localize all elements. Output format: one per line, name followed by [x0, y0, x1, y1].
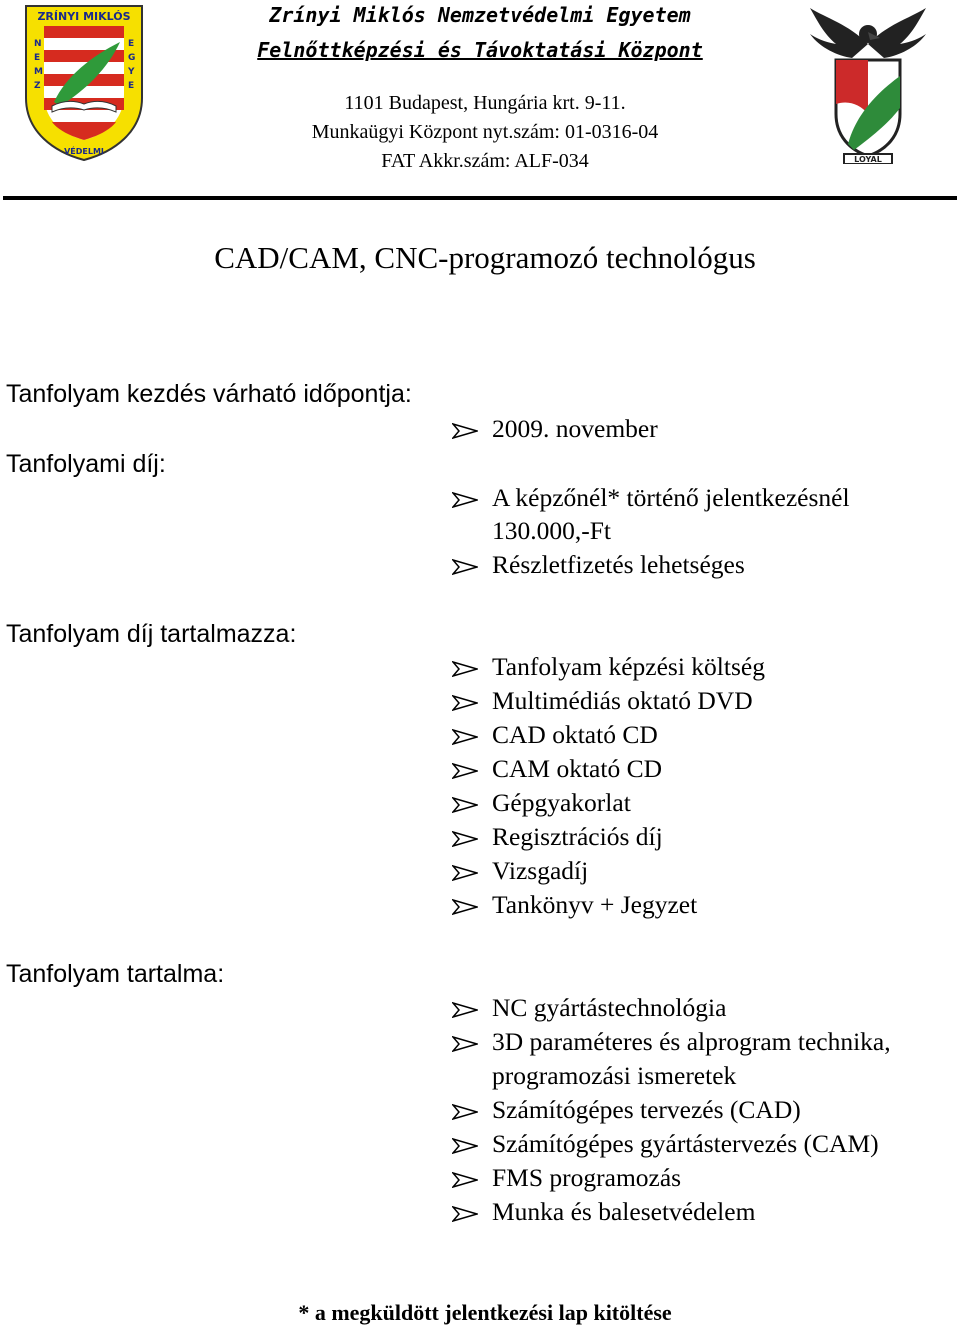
- start-date-label: Tanfolyam kezdés várható időpontja:: [6, 380, 412, 408]
- department-name: Felnőttképzési és Távoktatási Központ: [257, 38, 703, 62]
- svg-text:Y: Y: [128, 67, 135, 77]
- arrow-bullet-icon: [452, 797, 478, 813]
- arrow-bullet-icon: [452, 865, 478, 881]
- content-label: Tanfolyam tartalma:: [6, 960, 225, 988]
- arrow-bullet-icon: [452, 559, 478, 575]
- registration-number: Munkaügyi Központ nyt.szám: 01-0316-04: [311, 121, 659, 143]
- arrow-bullet-icon: [452, 899, 478, 915]
- arrow-bullet-icon: [452, 1104, 478, 1120]
- includes-item: Multimédiás oktató DVD: [492, 686, 753, 715]
- course-title: CAD/CAM, CNC-programozó technológus: [214, 240, 756, 275]
- svg-text:VÉDELMI: VÉDELMI: [64, 147, 104, 156]
- institution-name: Zrínyi Miklós Nemzetvédelmi Egyetem: [269, 3, 691, 27]
- fee-item: Részletfizetés lehetséges: [492, 550, 745, 579]
- arrow-bullet-icon: [452, 763, 478, 779]
- arrow-bullet-icon: [452, 831, 478, 847]
- content-item: Számítógépes tervezés (CAD): [492, 1095, 801, 1124]
- svg-text:M: M: [34, 67, 43, 77]
- fee-amount: 130.000,-Ft: [492, 516, 612, 545]
- svg-text:E: E: [34, 53, 41, 63]
- includes-item: CAD oktató CD: [492, 720, 658, 749]
- content-item-continuation: programozási ismeretek: [492, 1061, 737, 1090]
- arrow-bullet-icon: [452, 492, 478, 508]
- content-item: Számítógépes gyártástervezés (CAM): [492, 1129, 879, 1158]
- includes-item: Tankönyv + Jegyzet: [492, 890, 698, 919]
- includes-item: Gépgyakorlat: [492, 788, 631, 817]
- arrow-bullet-icon: [452, 661, 478, 677]
- content-item: NC gyártástechnológia: [492, 993, 727, 1022]
- arrow-bullet-icon: [452, 1138, 478, 1154]
- arrow-bullet-icon: [452, 1036, 478, 1052]
- arrow-bullet-icon: [452, 423, 478, 439]
- start-date-value: 2009. november: [492, 414, 658, 443]
- includes-item: Regisztrációs díj: [492, 822, 663, 851]
- arrow-bullet-icon: [452, 1002, 478, 1018]
- includes-item: CAM oktató CD: [492, 754, 663, 783]
- fee-item: A képzőnél* történő jelentkezésnél: [492, 483, 850, 512]
- includes-item: Vizsgadíj: [492, 856, 589, 885]
- svg-text:G: G: [128, 53, 136, 63]
- accreditation-number: FAT Akkr.szám: ALF-034: [381, 150, 589, 172]
- svg-text:E: E: [128, 81, 135, 91]
- footnote: * a megküldött jelentkezési lap kitöltése: [298, 1300, 672, 1325]
- arrow-bullet-icon: [452, 729, 478, 745]
- content-item: FMS programozás: [492, 1163, 682, 1192]
- svg-text:LOYAL: LOYAL: [854, 155, 882, 164]
- fee-label: Tanfolyami díj:: [6, 450, 166, 478]
- svg-text:N: N: [34, 39, 42, 49]
- arrow-bullet-icon: [452, 1206, 478, 1222]
- svg-text:Z: Z: [34, 81, 41, 91]
- content-item: 3D paraméteres és alprogram technika,: [492, 1027, 891, 1056]
- includes-item: Tanfolyam képzési költség: [492, 652, 765, 681]
- address: 1101 Budapest, Hungária krt. 9-11.: [344, 92, 626, 114]
- svg-text:E: E: [128, 39, 135, 49]
- header-divider: [3, 196, 957, 200]
- arrow-bullet-icon: [452, 695, 478, 711]
- svg-text:ZRÍNYI MIKLÓS: ZRÍNYI MIKLÓS: [37, 10, 131, 23]
- content-item: Munka és balesetvédelem: [492, 1197, 756, 1226]
- includes-label: Tanfolyam díj tartalmazza:: [6, 620, 297, 648]
- arrow-bullet-icon: [452, 1172, 478, 1188]
